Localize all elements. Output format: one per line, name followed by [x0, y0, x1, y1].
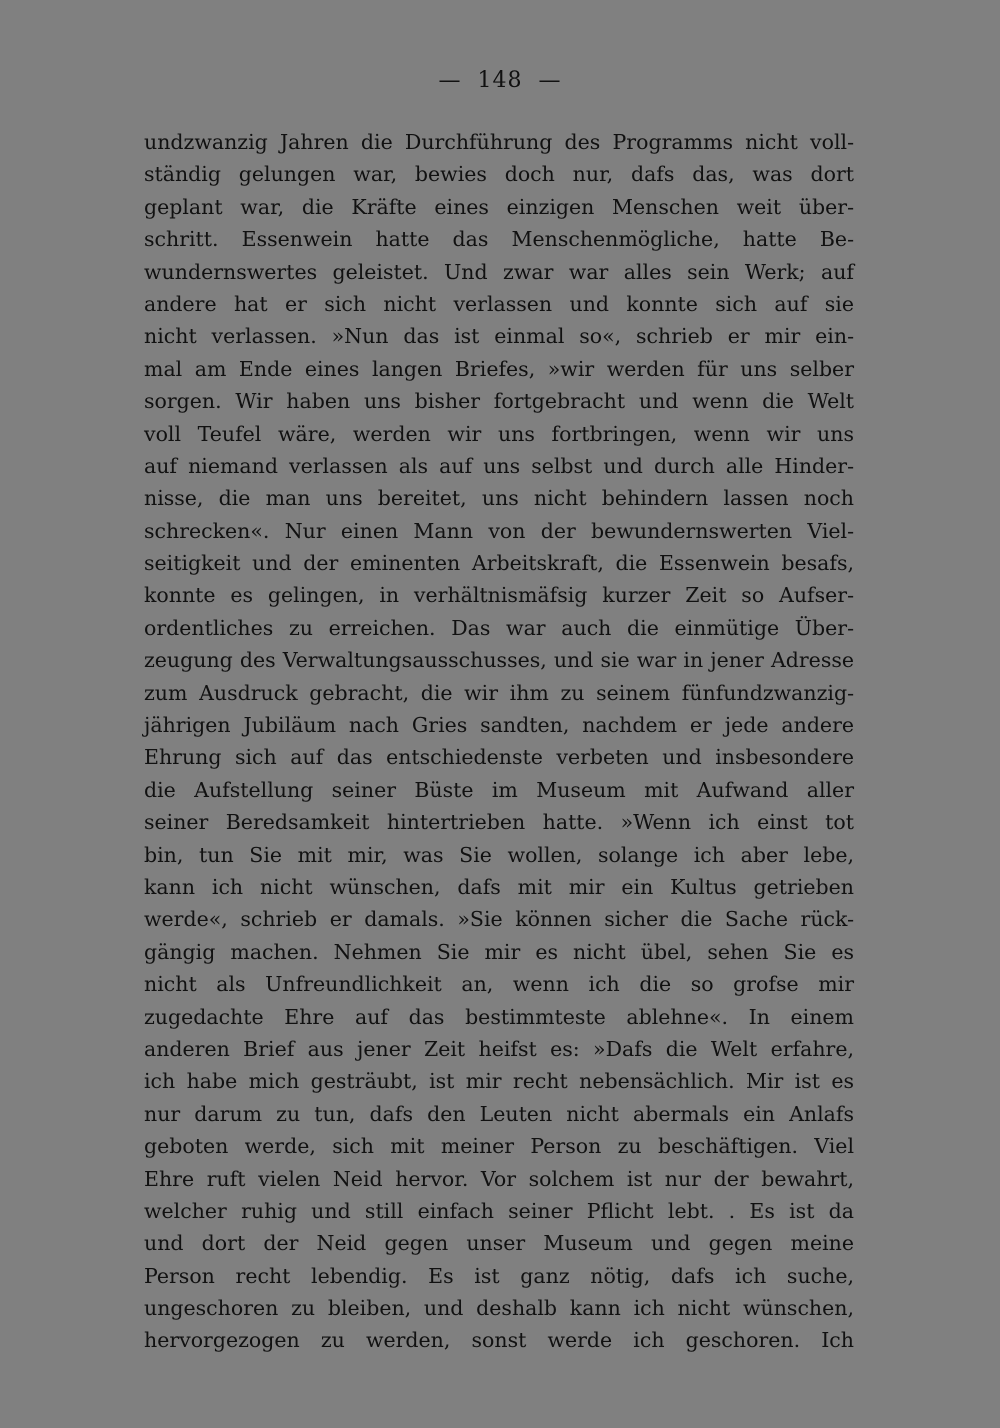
text-line: schritt. Essenwein hatte das Menschenmögliche, hatte Be-	[144, 227, 854, 252]
text-line: sorgen. Wir haben uns bisher fortgebracht und wenn die Welt	[144, 389, 854, 414]
text-line: schrecken«. Nur einen Mann von der bewundernswerten Viel-	[144, 518, 854, 543]
text-line: zum Ausdruck gebracht, die wir ihm zu seinem fünfundzwanzig-	[144, 680, 854, 705]
text-line: hervorgezogen zu werden, sonst werde ich geschoren. Ich	[144, 1328, 854, 1353]
text-line: die Aufstellung seiner Büste im Museum mit Aufwand aller	[144, 777, 854, 802]
text-line: Ehre ruft vielen Neid hervor. Vor solchem ist nur der bewahrt,	[144, 1166, 854, 1191]
text-line: ständig gelungen war, bewies doch nur, dafs das, was dort	[144, 162, 854, 187]
text-line: zugedachte Ehre auf das bestimmteste ablehne«. In einem	[144, 1004, 854, 1029]
text-line: geplant war, die Kräfte eines einzigen Menschen weit über-	[144, 194, 854, 219]
text-line: Ehrung sich auf das entschiedenste verbeten und insbesondere	[144, 745, 854, 770]
text-line: jährigen Jubiläum nach Gries sandten, nachdem er jede andere	[144, 713, 854, 738]
text-line: werde«, schrieb er damals. »Sie können sicher die Sache rück-	[144, 907, 854, 932]
text-line: seiner Beredsamkeit hintertrieben hatte. »Wenn ich einst tot	[144, 810, 854, 835]
text-line: ungeschoren zu bleiben, und deshalb kann ich nicht wünschen,	[144, 1296, 854, 1321]
text-line: bin, tun Sie mit mir, was Sie wollen, solange ich aber lebe,	[144, 842, 854, 867]
text-line: welcher ruhig und still einfach seiner Pflicht lebt. . Es ist da	[144, 1198, 854, 1223]
text-line: konnte es gelingen, in verhältnismäfsig kurzer Zeit so Aufser-	[144, 583, 854, 608]
text-line: mal am Ende eines langen Briefes, »wir werden für uns selber	[144, 356, 854, 381]
text-line: undzwanzig Jahren die Durchführung des Programms nicht voll-	[144, 130, 854, 154]
text-line: gängig machen. Nehmen Sie mir es nicht übel, sehen Sie es	[144, 939, 854, 964]
text-line: kann ich nicht wünschen, dafs mit mir ein Kultus getrieben	[144, 874, 854, 899]
text-line: und dort der Neid gegen unser Museum und gegen meine	[144, 1231, 854, 1256]
text-line: voll Teufel wäre, werden wir uns fortbringen, wenn wir uns	[144, 421, 854, 446]
text-line: nicht als Unfreundlichkeit an, wenn ich die so grofse mir	[144, 972, 854, 997]
page-number: — 148 —	[438, 68, 562, 93]
text-line: zeugung des Verwaltungsausschusses, und sie war in jener Adresse	[144, 648, 854, 673]
text-line: andere hat er sich nicht verlassen und konnte sich auf sie	[144, 291, 854, 316]
text-line: geboten werde, sich mit meiner Person zu beschäftigen. Viel	[144, 1134, 854, 1159]
text-line: nisse, die man uns bereitet, uns nicht behindern lassen noch	[144, 486, 854, 511]
text-line: auf niemand verlassen als auf uns selbst und durch alle Hinder-	[144, 453, 854, 478]
text-line: wundernswertes geleistet. Und zwar war alles sein Werk; auf	[144, 259, 854, 284]
text-line: Person recht lebendig. Es ist ganz nötig, dafs ich suche,	[144, 1263, 854, 1288]
body-text	[144, 126, 854, 1357]
text-line: ordentliches zu erreichen. Das war auch die einmütige Über-	[144, 615, 854, 640]
text-line: seitigkeit und der eminenten Arbeitskraft, die Essenwein besafs,	[144, 551, 854, 576]
text-line: ich habe mich gesträubt, ist mir recht nebensächlich. Mir ist es	[144, 1069, 854, 1094]
text-line: nur darum zu tun, dafs den Leuten nicht abermals ein Anlafs	[144, 1101, 854, 1126]
text-line: anderen Brief aus jener Zeit heifst es: »Dafs die Welt erfahre,	[144, 1036, 854, 1061]
text-line: nicht verlassen. »Nun das ist einmal so«, schrieb er mir ein-	[144, 324, 854, 349]
